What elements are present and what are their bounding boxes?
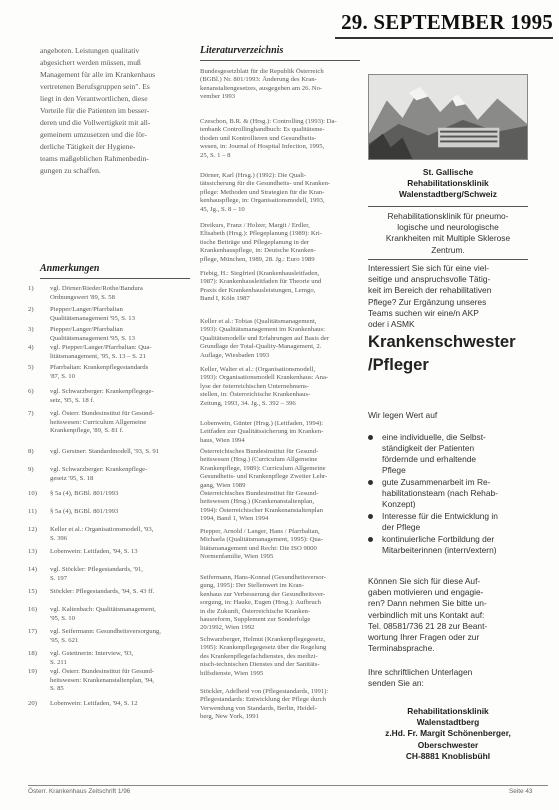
literature-line: hilfsdienste, Wien 1995 [200, 669, 264, 677]
offer-item [366, 511, 536, 533]
application-line: Ihre schriftlichen Unterlagen [368, 667, 473, 677]
note-line: '95, S. 10 [50, 614, 75, 622]
literature-line: Stöckler, Adelheid von (Pflegestandards, 1991): [200, 688, 329, 695]
literature-entry [200, 636, 360, 678]
note-text [50, 548, 193, 557]
intro-line: gemeinem umzusetzen und die för- [40, 130, 147, 140]
literature-line: Elisabeth (Hrsg.): Pflegeplanung (1989): Kri- [200, 230, 323, 238]
literature-line: Czeschon, B.R. & (Hrsg.): Controlling (1993): Da- [200, 118, 337, 125]
note-line: Qualitätsmanagement '95, S. 13 [50, 334, 135, 342]
literature-line: Leitfaden zur Qualitätssicherung im Kranken- [200, 428, 324, 436]
literature-line: 1987): Krankenhausleitfaden für Theorie und [200, 278, 322, 286]
note-line: '95, S. 621 [50, 636, 79, 644]
note-item [28, 588, 193, 597]
note-number: 14) [28, 566, 37, 573]
note-text [50, 410, 193, 436]
literature-line: haus, Wien 1994 [200, 436, 245, 444]
literature-line: Piepper, Arnold / Langer, Hans / Pfarrbaltan, [200, 528, 320, 535]
note-line: heitswesen: Curriculum Allgemeine [50, 418, 147, 426]
offer-line: eine individuelle, die Selbst- [382, 432, 486, 442]
intro-line: angeboten. Leistungen qualitativ [40, 46, 140, 55]
literature-line: Pflegestandards: Entwicklung der Pflege durch [200, 696, 326, 704]
note-item [28, 668, 193, 694]
note-item [28, 326, 193, 343]
offer-line: gute Zusammenarbeit im Re- [382, 477, 491, 488]
note-text [50, 566, 193, 583]
literature-line: 1995): Krankenpflegegesetz über die Regelung [200, 644, 327, 652]
interest-line: Pflege? Zur Ergänzung unseres [368, 296, 487, 307]
offer-line: Interesse für die Entwicklung in [382, 511, 498, 522]
description-line: Rehabilitationsklinik für pneumo- [387, 211, 509, 221]
note-number: 2) [28, 306, 34, 313]
note-line: vgl. Piepper/Langer/Pfarrbaltan: Qua- [50, 344, 152, 351]
literature-line: heitswesen (Hrsg.) (Curriculum Allgemeine [200, 456, 318, 464]
literature-rule [200, 60, 360, 61]
note-item [28, 306, 193, 323]
note-text [50, 606, 193, 623]
intro-line: gungen zu schaffen. [40, 166, 101, 176]
clinic-name-line: Rehabilitationsklinik [407, 178, 489, 189]
literature-line: Krankenpflege, 1989): Curriculum Allgemeine [200, 464, 326, 472]
note-number: 11) [28, 508, 37, 515]
note-item [28, 606, 193, 623]
job-title-line: Krankenschwester [368, 332, 516, 351]
literature-line: Zeitung, 1993, 34. Jg., S. 392 – 396 [200, 399, 296, 407]
clinic-name-line: Walenstadtberg/Schweiz [399, 189, 497, 200]
contact-text [368, 576, 528, 654]
literature-line: 1993): Organisationsmodell Krankenhaus: Ana- [200, 374, 329, 382]
offer-line: ständigkeit der Patienten [382, 443, 475, 454]
intro-line: Management für alle im Krankenhaus [40, 70, 156, 80]
literature-title: Literaturverzeichnis [200, 45, 284, 56]
intro-line: vertretenen Berufsgruppen sein". Es [40, 82, 150, 92]
literature-line: Qualitätsmodelle und Erfahrungen auf Basis der [200, 334, 330, 342]
note-text [50, 628, 193, 645]
note-line: S. 197 [50, 574, 68, 582]
literature-entry [200, 420, 360, 445]
note-text [50, 668, 193, 694]
clinic-photo [368, 74, 528, 160]
literature-line: Schwarzberger, Helmut (Krankenpflegegesetz, [200, 636, 326, 643]
note-number: 7) [28, 410, 34, 417]
note-line: '87, S. 10 [50, 372, 75, 380]
note-number: 18) [28, 650, 37, 657]
issue-date: 29. SEPTEMBER 1995 [341, 10, 553, 34]
literature-line: nisch-technischen Dienstes und der Sanitäts- [200, 661, 320, 669]
note-number: 19) [28, 668, 37, 675]
contact-line: verbindlich mit uns Kontakt auf: [368, 609, 485, 620]
note-item [28, 566, 193, 583]
literature-line: tische Beiträge und Pflegeplanung in der [200, 238, 310, 246]
offer-line: habilitationsteam (nach Rehab- [382, 488, 498, 499]
literature-entry [200, 222, 360, 264]
contact-line: Terminabsprache. [368, 643, 435, 654]
ad-divider-2 [368, 259, 528, 260]
offer-line: Mitarbeiterinnen (intern/extern) [382, 545, 497, 556]
offer-line: Pflege [382, 465, 406, 476]
note-item [28, 490, 193, 499]
offer-item [366, 432, 536, 476]
offer-intro: Wir legen Wert auf [368, 410, 438, 420]
note-item [28, 526, 193, 543]
note-item [28, 628, 193, 645]
note-line: Pfarrbaltan: Krankenpflegestandards [50, 364, 149, 371]
contact-line: gaben motivieren und engagie- [368, 587, 484, 598]
note-item [28, 548, 193, 557]
literature-line: pflege: Methoden und Strategien für die Kran- [200, 188, 325, 196]
intro-line: abgesichert werden müssen, muß [40, 58, 141, 68]
address-line: Walenstadtberg [416, 717, 480, 728]
note-line: Ordnungswert '89, S. 58 [50, 293, 115, 301]
note-line: Krankenpflege, '89, S. 81 f. [50, 427, 124, 435]
literature-entry [200, 270, 360, 304]
address-line: z.Hd. Fr. Margit Schönenberger, [385, 728, 511, 739]
note-text [50, 344, 193, 361]
note-line: Qualitätsmanagement '95, S. 13 [50, 314, 135, 322]
page-number: Seite 43 [509, 788, 533, 795]
literature-line: des Krankenpflegefachdienstes, des medizi- [200, 652, 318, 660]
application-text [368, 667, 528, 689]
literature-line: Lobenwein, Günter (Hrsg.) (Leitfaden, 1994): [200, 420, 324, 427]
intro-text [40, 45, 190, 178]
note-text [50, 364, 193, 381]
literature-line: berg, New York, 1991 [200, 713, 259, 721]
note-item [28, 344, 193, 361]
note-text [50, 508, 193, 517]
note-line: gesetz '95, S. 18 [50, 474, 94, 482]
interest-line: keit im Bereich der rehabilitativen [368, 285, 492, 296]
literature-line: Österreichisches Bundesinstitut für Gesund- [200, 490, 319, 497]
ad-divider-1 [368, 206, 528, 207]
note-item [28, 410, 193, 436]
literature-line: pflege, München, 1989, 28. Jg.: Euro 1989 [200, 255, 315, 263]
literature-line: Verwendung von Standards, Berlin, Heidel- [200, 704, 318, 712]
literature-line: Dörner, Karl (Hrsg.) (1992): Die Quali- [200, 172, 307, 179]
offer-item [366, 534, 536, 556]
note-number: 17) [28, 628, 37, 635]
clinic-name-line: St. Gallische [422, 167, 474, 177]
literature-line: Keller et al.: Tobias (Qualitätsmanagement, [200, 318, 317, 325]
literature-line: Keller, Walter et al.: (Organisationsmodell, [200, 366, 316, 373]
job-title [368, 330, 538, 376]
note-line: Keller et al.: Organisationsmodell, '93, [50, 526, 154, 533]
offer-line: der Pflege [382, 522, 421, 533]
note-text [50, 448, 193, 457]
contact-line: Tel. 08581/736 21 28 zur Beant- [368, 620, 488, 631]
literature-line: (BGBl.) Nr. 801/1993: Änderung des Kran- [200, 76, 317, 84]
note-line: vgl. Schwarzberger: Krankenpflegege- [50, 388, 154, 395]
note-text [50, 285, 193, 302]
note-line: vgl. Österr. Bundesinstitut für Gesund- [50, 668, 155, 675]
address-line: CH-8881 Knoblisbühl [405, 750, 491, 761]
intro-line: Vorteile für die Patienten im besser- [40, 106, 150, 116]
literature-line: in die Zukunft, Österreichische Kranken- [200, 607, 311, 615]
note-line: vgl. Dörner/Rieder/Rothe/Bandura [50, 285, 143, 292]
note-text [50, 700, 193, 709]
literature-line: kenhaus zur Verbesserung der Gesundheitsver- [200, 590, 326, 598]
note-line: vgl. Österr. Bundesinstitut für Gesund- [50, 410, 155, 417]
note-text [50, 588, 193, 597]
note-item [28, 508, 193, 517]
literature-line: vember 1993 [200, 93, 236, 101]
note-line: vgl. Gerstner: Standardmodell, '93, S. 91 [50, 448, 160, 455]
note-line: Piepper/Langer/Pfarrbaltan [50, 306, 123, 313]
note-item [28, 285, 193, 302]
note-number: 8) [28, 448, 34, 455]
contact-line: Können Sie sich für diese Auf- [368, 576, 481, 586]
literature-line: 1994, Band 1, Wien 1994 [200, 515, 269, 523]
bullet-dot-icon [368, 514, 373, 519]
literature-line: 45, Jg., S. 8 – 10 [200, 205, 245, 213]
description-line: logische und neurologische [397, 222, 499, 233]
literature-entry [200, 688, 360, 722]
literature-entry [200, 448, 360, 490]
application-line: senden Sie an: [368, 678, 424, 689]
literature-entry [200, 574, 360, 633]
bullet-dot-icon [368, 480, 373, 485]
interest-text [368, 263, 528, 330]
intro-line: liegt in den Verantwortlichen, diese [40, 94, 148, 104]
literature-line: stellen, in: Österreichische Krankenhaus- [200, 391, 311, 399]
note-line: Lobenwein: Leitfaden, '94, S. 13 [50, 548, 138, 555]
footer-rule [28, 785, 548, 786]
literature-entry [200, 528, 360, 562]
note-text [50, 306, 193, 323]
note-line: vgl. Gstettnerin: Interview, '93, [50, 650, 134, 657]
note-line: S. 211 [50, 658, 67, 666]
note-line: Piepper/Langer/Pfarrbaltan [50, 326, 123, 333]
address-line: Rehabilitationsklinik [407, 706, 489, 716]
description-line: Krankheiten mit Multiple Sklerose [385, 233, 511, 244]
literature-line: Fiebig, H.: Siegfried (Krankenhausleitfaden, [200, 270, 320, 277]
literature-line: Krankenhauspflege, in: Deutsche Kranken- [200, 247, 316, 255]
bullet-dot-icon [368, 435, 373, 440]
literature-line: Michaela (Qualitätsmanagement, 1995): Qua- [200, 536, 323, 544]
literature-line: 25, S. 1 – 8 [200, 151, 231, 159]
literature-line: lyse der österreichischen Unternehmens- [200, 382, 310, 390]
note-line: heitswesen: Krankenanstaltenplan, '94, [50, 676, 155, 684]
literature-line: 20/1992, Wien 1992 [200, 624, 255, 632]
offer-item [366, 477, 536, 510]
note-line: S. 85 [50, 685, 64, 693]
note-item [28, 388, 193, 405]
literature-line: tätssicherung für die Gesundheits- und Kranken- [200, 180, 331, 188]
note-item [28, 364, 193, 381]
note-number: 20) [28, 700, 37, 707]
note-number: 4) [28, 344, 34, 351]
note-text [50, 526, 193, 543]
offer-line: Konzept) [382, 499, 416, 510]
offer-line: kontinuierliche Fortbildung der [382, 534, 495, 545]
interest-line: seitige und anspruchsvolle Tätig- [368, 274, 491, 285]
literature-line: Bundesgesetzblatt für die Republik Österreich [200, 68, 324, 75]
interest-line: Interessiert Sie sich für eine viel- [368, 263, 490, 273]
interest-line: Teams suchen wir eine/n AKP [368, 307, 479, 318]
note-text [50, 650, 193, 667]
literature-entry [200, 68, 360, 102]
literature-entry [200, 490, 360, 524]
note-line: Stöckler: Pflegestandards, '94, S. 43 ff. [50, 588, 155, 595]
note-number: 12) [28, 526, 37, 533]
job-title-line: /Pfleger [368, 355, 429, 374]
note-line: vgl. Seifermann: Gesundheitsversorgung, [50, 628, 161, 635]
description-line: Zentrum. [431, 244, 465, 255]
literature-line: litätsmanagement und Recht: Die ISO 9000 [200, 544, 317, 552]
literature-entry [200, 118, 360, 160]
literature-line: gung, 1995): Der Stellenwert im Kran- [200, 582, 305, 590]
note-item [28, 448, 193, 457]
footer-publication: Österr. Krankenhaus Zeitschrift 1/96 [28, 788, 131, 795]
literature-line: Normenfamilie, Wien 1995 [200, 553, 274, 561]
note-line: vgl. Kaltenbach: Qualitätsmanagement, [50, 606, 156, 613]
literature-line: kenhauspflege, in: Organisationsmodell, 1993, [200, 197, 325, 205]
note-number: 6) [28, 388, 34, 395]
bullet-dot-icon [368, 537, 373, 542]
literature-line: sorgung, in: Hauke, Eugen (Hrsg.): Aufbruch [200, 599, 321, 607]
contact-line: wortung Ihrer Fragen oder zur [368, 632, 480, 643]
note-item [28, 700, 193, 709]
note-number: 9) [28, 466, 34, 473]
intro-line: teams maßgeblichen Rahmenbedin- [40, 154, 149, 164]
literature-line: kenanstaltengesetzes, ausgegeben am 26. No- [200, 84, 323, 92]
note-line: setz, '95, S. 18 f. [50, 396, 95, 404]
literature-entry [200, 318, 360, 360]
literature-entry [200, 366, 360, 408]
literature-line: hausreform, Supplement zur Sonderfolge [200, 616, 311, 624]
address-line: Oberschwester [417, 739, 479, 750]
note-text [50, 326, 193, 343]
note-item [28, 650, 193, 667]
literature-line: heitswesen (Hrsg.) (Krankenanstaltenplan, [200, 498, 315, 506]
note-line: vgl. Stöckler: Pflegestandards, '91, [50, 566, 143, 573]
note-line: S. 396 [50, 534, 68, 542]
offer-line: fördernde und erhaltende [382, 454, 477, 465]
note-line: vgl. Schwarzberger: Krankenpflege- [50, 466, 148, 473]
literature-line: Gesundheits- und Krankenpflege Zweiter Lehr- [200, 473, 328, 481]
literature-line: Österreichisches Bundesinstitut für Gesund- [200, 448, 319, 455]
intro-line: deren und die Vollwertigkeit mit all- [40, 118, 151, 128]
literature-line: Dreikurs, Franz / Holzer, Margit / Erdler, [200, 222, 310, 229]
header-rule [335, 37, 553, 39]
note-number: 13) [28, 548, 37, 555]
notes-rule [40, 278, 190, 279]
literature-line: 1994): Österreichischer Krankenanstaltenplan [200, 506, 323, 514]
literature-line: gang, Wien 1989 [200, 481, 246, 489]
interest-line: oder i ASMK [368, 319, 415, 330]
note-number: 5) [28, 364, 34, 371]
contact-line: ren? Dann nehmen Sie bitte un- [368, 598, 487, 609]
literature-line: Seifermann, Hans-Konrad (Gesundheitsversor- [200, 574, 326, 581]
note-number: 1) [28, 285, 34, 292]
note-text [50, 388, 193, 405]
literature-line: wesen, in: Journal of Hospital Infection, 1995, [200, 143, 325, 151]
clinic-description [368, 211, 528, 256]
note-line: litätsmanagement, '95, S. 13 – S. 21 [50, 352, 146, 360]
note-line: Lobenwein: Leitfaden, '94, S. 12 [50, 700, 138, 707]
clinic-name [368, 167, 528, 201]
note-number: 15) [28, 588, 37, 595]
intro-line: derliche Tätigkeit der Hygiene- [40, 142, 136, 152]
note-number: 10) [28, 490, 37, 497]
note-text [50, 490, 193, 499]
literature-line: Grundlage der Total-Quality-Management, 2. [200, 343, 322, 351]
literature-line: Praxis der Krankenhausleistungen, Lemgo, [200, 286, 316, 294]
literature-entry [200, 172, 360, 214]
literature-line: Auflage, Wiesbaden 1993 [200, 351, 270, 359]
literature-line: tenbank Controllinghandbuch: Es qualitätsme- [200, 126, 325, 134]
literature-line: thoden und Kontrollieren und Gesundheits- [200, 134, 317, 142]
note-number: 16) [28, 606, 37, 613]
note-text [50, 466, 193, 483]
note-number: 3) [28, 326, 34, 333]
note-line: § 5a (4), BGBl. 801/1993 [50, 508, 119, 515]
offer-list [366, 432, 536, 556]
literature-line: Band I, Köln 1987 [200, 295, 250, 303]
contact-address [368, 706, 528, 762]
notes-title: Anmerkungen [40, 263, 100, 274]
note-line: § 5a (4), BGBl. 801/1993 [50, 490, 119, 497]
literature-line: 1993): Qualitätsmanagement im Krankenhaus: [200, 326, 325, 334]
note-item [28, 466, 193, 483]
